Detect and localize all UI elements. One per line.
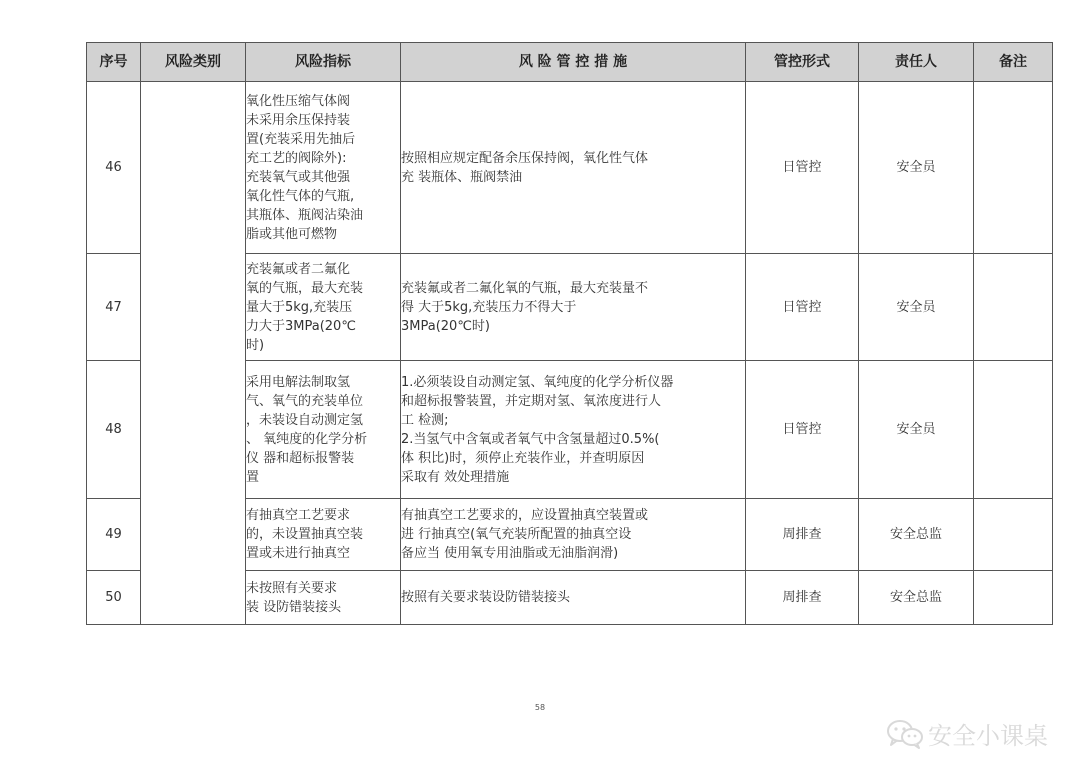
control-measure: 有抽真空工艺要求的，应设置抽真空装置或 进 行抽真空(氧气充装所配置的抽真空设 备应当 使用氧专用油脂或无油脂润滑) bbox=[401, 499, 746, 571]
risk-indicator: 采用电解法制取氢 气、氧气的充装单位 ，未装设自动测定氢 、 氧纯度的化学分析 仪 器和超标报警装 置 bbox=[246, 361, 401, 499]
row-num: 47 bbox=[87, 254, 141, 361]
header-num: 序号 bbox=[87, 43, 141, 82]
header-note: 备注 bbox=[974, 43, 1053, 82]
risk-indicator: 充装氟或者二氟化 氧的气瓶，最大充装 量大于5kg,充装压 力大于3MPa(20℃ 时) bbox=[246, 254, 401, 361]
header-category: 风险类别 bbox=[141, 43, 246, 82]
risk-indicator: 未按照有关要求 装 设防错装接头 bbox=[246, 571, 401, 625]
control-form: 日管控 bbox=[746, 82, 859, 254]
risk-indicator: 氧化性压缩气体阀 未采用余压保持装 置(充装采用先抽后 充工艺的阀除外): 充装氧气或其他强 氧化性气体的气瓶, 其瓶体、瓶阀沾染油 脂或其他可燃物 bbox=[246, 82, 401, 254]
header-form: 管控形式 bbox=[746, 43, 859, 82]
row-num: 46 bbox=[87, 82, 141, 254]
table-header-row bbox=[87, 43, 1053, 82]
wechat-icon bbox=[886, 719, 924, 749]
header-responsible: 责任人 bbox=[859, 43, 974, 82]
control-measure: 按照相应规定配备余压保持阀，氧化性气体 充 装瓶体、瓶阀禁油 bbox=[401, 82, 746, 254]
header-indicator: 风险指标 bbox=[246, 43, 401, 82]
row-num: 48 bbox=[87, 361, 141, 499]
header-measure: 风 险 管 控 措 施 bbox=[401, 43, 746, 82]
responsible-person: 安全总监 bbox=[859, 571, 974, 625]
note-cell bbox=[974, 361, 1053, 499]
responsible-person: 安全员 bbox=[859, 82, 974, 254]
responsible-person: 安全总监 bbox=[859, 499, 974, 571]
row-num: 50 bbox=[87, 571, 141, 625]
row-num: 49 bbox=[87, 499, 141, 571]
control-form: 日管控 bbox=[746, 254, 859, 361]
control-measure: 1.必须装设自动测定氢、氧纯度的化学分析仪器 和超标报警装置，并定期对氢、氧浓度进行人 工 检测; 2.当氢气中含氧或者氧气中含氢量超过0.5%( 体 积比)时，须停止充装作业，并查明原因 采取有 效处理措施 bbox=[401, 361, 746, 499]
watermark bbox=[886, 716, 1048, 751]
watermark-text: 安全小课桌 bbox=[928, 722, 1048, 750]
table-row bbox=[87, 82, 1053, 254]
risk-category-cell bbox=[141, 82, 246, 625]
control-form: 日管控 bbox=[746, 361, 859, 499]
note-cell bbox=[974, 82, 1053, 254]
note-cell bbox=[974, 499, 1053, 571]
responsible-person: 安全员 bbox=[859, 254, 974, 361]
control-measure: 充装氟或者二氟化氧的气瓶，最大充装量不 得 大于5kg,充装压力不得大于 3MPa(20℃时) bbox=[401, 254, 746, 361]
note-cell bbox=[974, 254, 1053, 361]
risk-indicator: 有抽真空工艺要求 的，未设置抽真空装 置或未进行抽真空 bbox=[246, 499, 401, 571]
note-cell bbox=[974, 571, 1053, 625]
control-measure: 按照有关要求装设防错装接头 bbox=[401, 571, 746, 625]
control-form: 周排查 bbox=[746, 499, 859, 571]
responsible-person: 安全员 bbox=[859, 361, 974, 499]
page-number: 58 bbox=[534, 703, 546, 712]
control-form: 周排查 bbox=[746, 571, 859, 625]
risk-control-table bbox=[86, 42, 1053, 625]
